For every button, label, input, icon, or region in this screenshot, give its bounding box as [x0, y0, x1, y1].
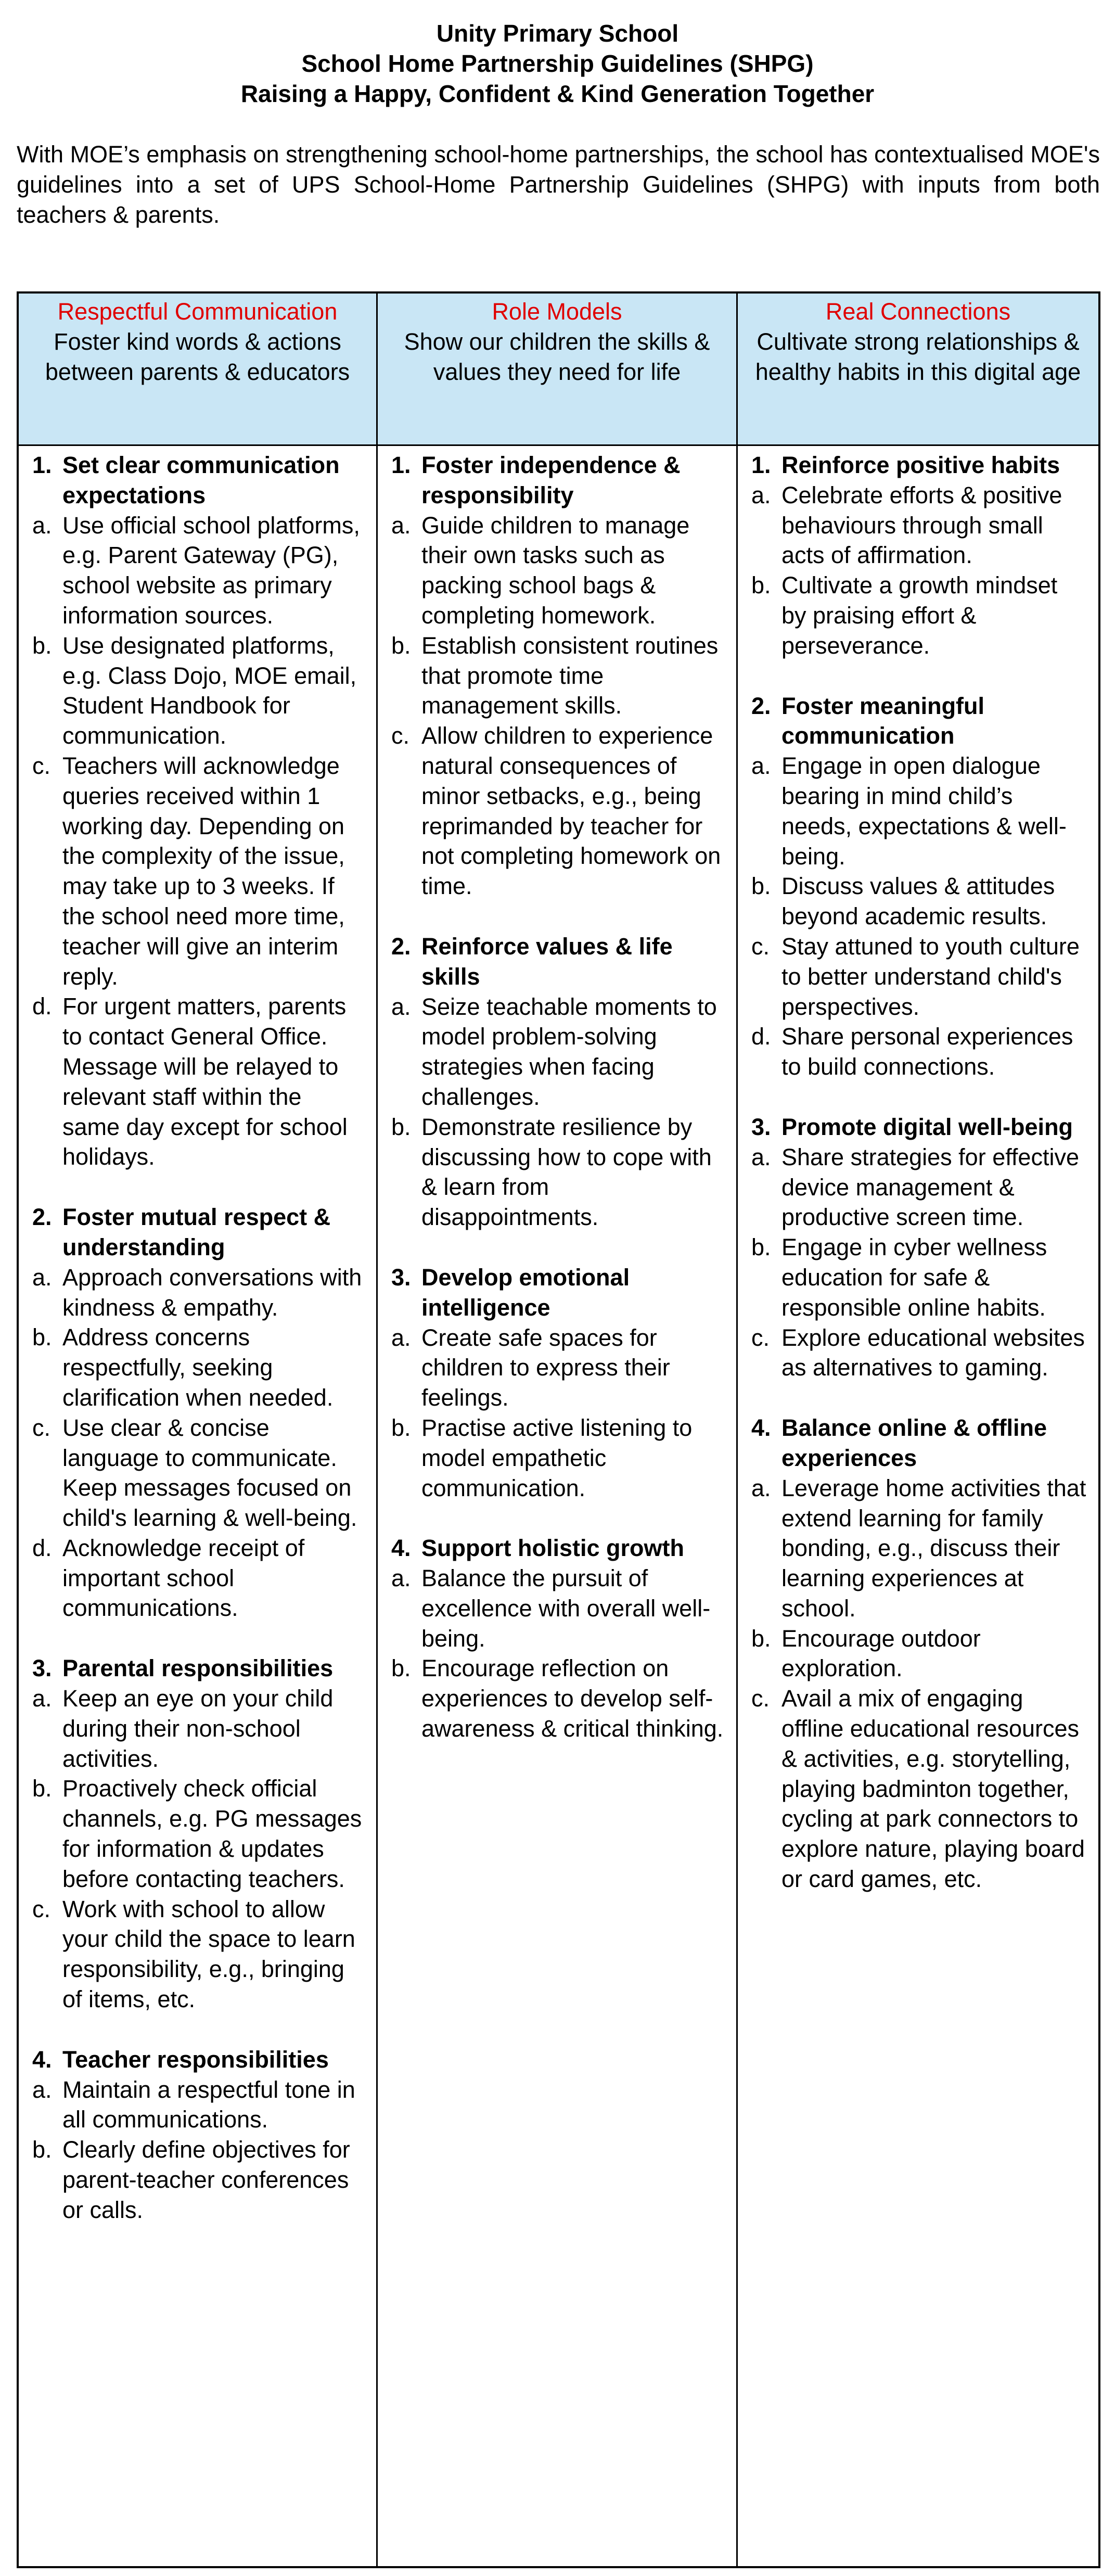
item-text: Leverage home activities that extend learning for family bonding, e.g., discuss their learning experiences at school. [781, 1474, 1086, 1622]
section-heading [32, 2045, 365, 2075]
list-item [32, 1322, 365, 1412]
section-number: 2. [751, 692, 771, 719]
list-item [751, 1624, 1087, 1684]
list-item [751, 480, 1087, 570]
list-item [391, 511, 725, 631]
item-letter: b. [391, 1113, 411, 1140]
list-item [751, 1473, 1087, 1624]
section-number: 2. [32, 1204, 52, 1231]
guideline-section [391, 932, 725, 1232]
section-title: Foster meaningful communication [781, 692, 985, 749]
list-item [751, 932, 1087, 1022]
item-letter: a. [391, 512, 411, 539]
guideline-section [751, 1112, 1087, 1383]
item-text: Demonstrate resilience by discussing how to cope with & learn from disappointments. [421, 1113, 712, 1231]
item-text: Discuss values & attitudes beyond academic results. [781, 873, 1055, 930]
column-header-role-models [378, 294, 738, 446]
item-text: Approach conversations with kindness & empathy. [62, 1264, 362, 1321]
intro-paragraph: With MOE’s emphasis on strengthening school-home partnerships, the school has contextualised MOE's guidelines into a set of UPS School-Home Partnership Guidelines (SHPG) with inputs from both teachers & parents. [17, 141, 1100, 228]
section-title: Foster independence & responsibility [421, 452, 681, 508]
section-title: Teacher responsibilities [62, 2046, 329, 2073]
section-heading [391, 450, 725, 511]
item-letter: a. [32, 512, 52, 539]
guideline-section [391, 1533, 725, 1744]
guidelines-table [17, 291, 1100, 2568]
section-number: 4. [391, 1535, 411, 1562]
list-item [32, 751, 365, 991]
list-item [32, 1263, 365, 1323]
list-item [751, 871, 1087, 932]
section-number: 3. [32, 1655, 52, 1682]
item-letter: b. [32, 1775, 52, 1802]
item-letter: b. [391, 1414, 411, 1441]
guideline-section [391, 1263, 725, 1503]
section-title: Promote digital well-being [781, 1113, 1073, 1140]
list-item [32, 1894, 365, 2014]
section-title: Foster mutual respect & understanding [62, 1204, 331, 1260]
section-number: 2. [391, 933, 411, 960]
column-body-respectful-communication [19, 446, 378, 2566]
item-letter: c. [32, 752, 51, 779]
section-heading [391, 932, 725, 992]
school-name: Unity Primary School [436, 20, 679, 47]
list-item [391, 721, 725, 901]
section-heading [391, 1263, 725, 1323]
list-item [751, 1232, 1087, 1322]
item-letter: a. [32, 1264, 52, 1291]
section-title: Reinforce positive habits [781, 452, 1060, 478]
list-item [32, 2135, 365, 2225]
item-text: Engage in open dialogue bearing in mind child’s needs, expectations & well-being. [781, 753, 1067, 870]
item-text: Maintain a respectful tone in all communications. [62, 2076, 355, 2133]
item-text: Keep an eye on your child during their non-school activities. [62, 1685, 334, 1772]
guideline-section [391, 450, 725, 901]
item-text: Share personal experiences to build connections. [781, 1023, 1073, 1080]
item-letter: a. [32, 1685, 52, 1712]
section-title: Set clear communication expectations [62, 452, 340, 508]
item-text: Engage in cyber wellness education for safe & responsible online habits. [781, 1234, 1047, 1321]
tagline: Raising a Happy, Confident & Kind Generation Together [240, 80, 875, 107]
item-letter: b. [391, 632, 411, 659]
item-letter: c. [32, 1895, 51, 1922]
list-item [32, 1774, 365, 1894]
item-letter: a. [751, 481, 771, 508]
item-letter: a. [391, 1324, 411, 1351]
item-letter: d. [32, 993, 52, 1020]
item-letter: c. [751, 1324, 770, 1351]
list-item [751, 1022, 1087, 1082]
item-letter: a. [751, 753, 771, 780]
section-title: Reinforce values & life skills [421, 933, 673, 990]
item-text: Establish consistent routines that promote time management skills. [421, 632, 719, 719]
item-letter: c. [751, 933, 770, 960]
item-text: Address concerns respectfully, seeking clarification when needed. [62, 1324, 334, 1411]
column-header-respectful-communication [19, 294, 378, 446]
column-title: Role Models [492, 298, 622, 325]
column-title: Real Connections [825, 298, 1011, 325]
list-item [32, 631, 365, 751]
item-letter: b. [32, 632, 52, 659]
list-item [391, 1413, 725, 1503]
section-number: 1. [751, 452, 771, 478]
section-title: Parental responsibilities [62, 1655, 334, 1682]
list-item [391, 1563, 725, 1653]
item-letter: b. [751, 1234, 771, 1261]
item-letter: b. [751, 572, 771, 599]
item-letter: a. [751, 1474, 771, 1501]
column-body-role-models [378, 446, 738, 2566]
item-letter: b. [391, 1655, 411, 1682]
list-item [32, 991, 365, 1172]
list-item [32, 1413, 365, 1533]
list-item [391, 1112, 725, 1232]
item-text: Clearly define objectives for parent-teacher conferences or calls. [62, 2136, 350, 2223]
section-number: 4. [751, 1414, 771, 1442]
section-number: 3. [391, 1264, 411, 1291]
section-heading [751, 691, 1087, 751]
item-text: Cultivate a growth mindset by praising effort & perseverance. [781, 572, 1058, 659]
guideline-section [32, 1202, 365, 1623]
item-letter: c. [32, 1414, 51, 1441]
item-letter: d. [751, 1023, 771, 1050]
item-letter: c. [751, 1685, 770, 1712]
list-item [391, 1323, 725, 1413]
section-number: 1. [391, 452, 411, 478]
item-letter: a. [391, 1565, 411, 1592]
item-text: Teachers will acknowledge queries received within 1 working day. Depending on the complexity of the issue, may take up to 3 weeks. If the school need more time, teacher will give an interim reply. [62, 752, 345, 990]
list-item [751, 570, 1087, 660]
item-letter: c. [391, 722, 410, 749]
list-item [391, 1653, 725, 1743]
item-letter: b. [751, 1625, 771, 1652]
list-item [751, 751, 1087, 871]
list-item [751, 1142, 1087, 1232]
section-heading [751, 1112, 1087, 1142]
section-number: 1. [32, 452, 52, 478]
column-header-real-connections [738, 294, 1098, 446]
item-text: Practise active listening to model empathetic communication. [421, 1414, 693, 1501]
item-letter: a. [32, 2076, 52, 2103]
item-letter: d. [32, 1534, 52, 1561]
item-text: Use designated platforms, e.g. Class Dojo, MOE email, Student Handbook for communication. [62, 632, 357, 749]
list-item [32, 1533, 365, 1623]
guideline-section [751, 450, 1087, 661]
section-title: Develop emotional intelligence [421, 1264, 630, 1321]
item-text: Encourage outdoor exploration. [781, 1625, 981, 1682]
item-text: Use official school platforms, e.g. Parent Gateway (PG), school website as primary information sources. [62, 512, 360, 629]
guideline-section [32, 2045, 365, 2225]
item-text: Use clear & concise language to communicate. Keep messages focused on child's learning & well-being. [62, 1414, 357, 1532]
column-subtitle: Show our children the skills & values they need for life [404, 328, 710, 385]
item-text: Encourage reflection on experiences to develop self-awareness & critical thinking. [421, 1655, 724, 1742]
item-text: Work with school to allow your child the space to learn responsibility, e.g., bringing of items, etc. [62, 1895, 355, 2013]
guideline-section [751, 1413, 1087, 1894]
item-text: Avail a mix of engaging offline educational resources & activities, e.g. storytelling, playing badminton together, cycling at park connectors to explore nature, playing board or card games, etc. [781, 1685, 1085, 1893]
item-text: Allow children to experience natural consequences of minor setbacks, e.g., being reprimanded by teacher for not completing homework on time. [421, 722, 721, 900]
item-letter: a. [751, 1143, 771, 1170]
guideline-section [751, 691, 1087, 1082]
section-heading [751, 450, 1087, 480]
item-text: Proactively check official channels, e.g. PG messages for information & updates before contacting teachers. [62, 1775, 362, 1892]
section-number: 3. [751, 1113, 771, 1140]
list-item [32, 511, 365, 631]
list-item [391, 992, 725, 1112]
guideline-section [32, 1653, 365, 2014]
item-text: For urgent matters, parents to contact General Office. Message will be relayed to relevant staff within the same day except for school holidays. [62, 993, 348, 1170]
list-item [32, 1684, 365, 1774]
list-item [751, 1323, 1087, 1383]
list-item [751, 1684, 1087, 1894]
guidelines-title: School Home Partnership Guidelines (SHPG) [301, 50, 814, 77]
item-text: Acknowledge receipt of important school communications. [62, 1534, 305, 1622]
column-subtitle: Cultivate strong relationships & healthy habits in this digital age [755, 328, 1081, 385]
item-text: Seize teachable moments to model problem-solving strategies when facing challenges. [421, 993, 717, 1110]
item-letter: b. [32, 1324, 52, 1351]
section-number: 4. [32, 2046, 52, 2073]
item-text: Explore educational websites as alternatives to gaming. [781, 1324, 1085, 1381]
item-letter: b. [32, 2136, 52, 2163]
column-title: Respectful Communication [57, 298, 338, 325]
item-text: Create safe spaces for children to express their feelings. [421, 1324, 670, 1411]
item-text: Share strategies for effective device management & productive screen time. [781, 1143, 1079, 1231]
item-text: Celebrate efforts & positive behaviours through small acts of affirmation. [781, 481, 1062, 569]
item-text: Balance the pursuit of excellence with overall well-being. [421, 1565, 711, 1652]
column-subtitle: Foster kind words & actions between parents & educators [45, 328, 350, 385]
item-letter: a. [391, 993, 411, 1020]
list-item [391, 631, 725, 721]
section-heading [751, 1413, 1087, 1473]
section-heading [32, 1653, 365, 1684]
item-text: Stay attuned to youth culture to better understand child's perspectives. [781, 933, 1080, 1020]
item-letter: b. [751, 873, 771, 900]
section-heading [391, 1533, 725, 1563]
column-body-real-connections [738, 446, 1098, 2566]
section-title: Balance online & offline experiences [781, 1414, 1047, 1471]
guideline-section [32, 450, 365, 1172]
list-item [32, 2075, 365, 2135]
item-text: Guide children to manage their own tasks such as packing school bags & completing homework. [421, 512, 690, 629]
document-header [0, 18, 1115, 109]
section-title: Support holistic growth [421, 1535, 684, 1562]
section-heading [32, 450, 365, 511]
section-heading [32, 1202, 365, 1263]
